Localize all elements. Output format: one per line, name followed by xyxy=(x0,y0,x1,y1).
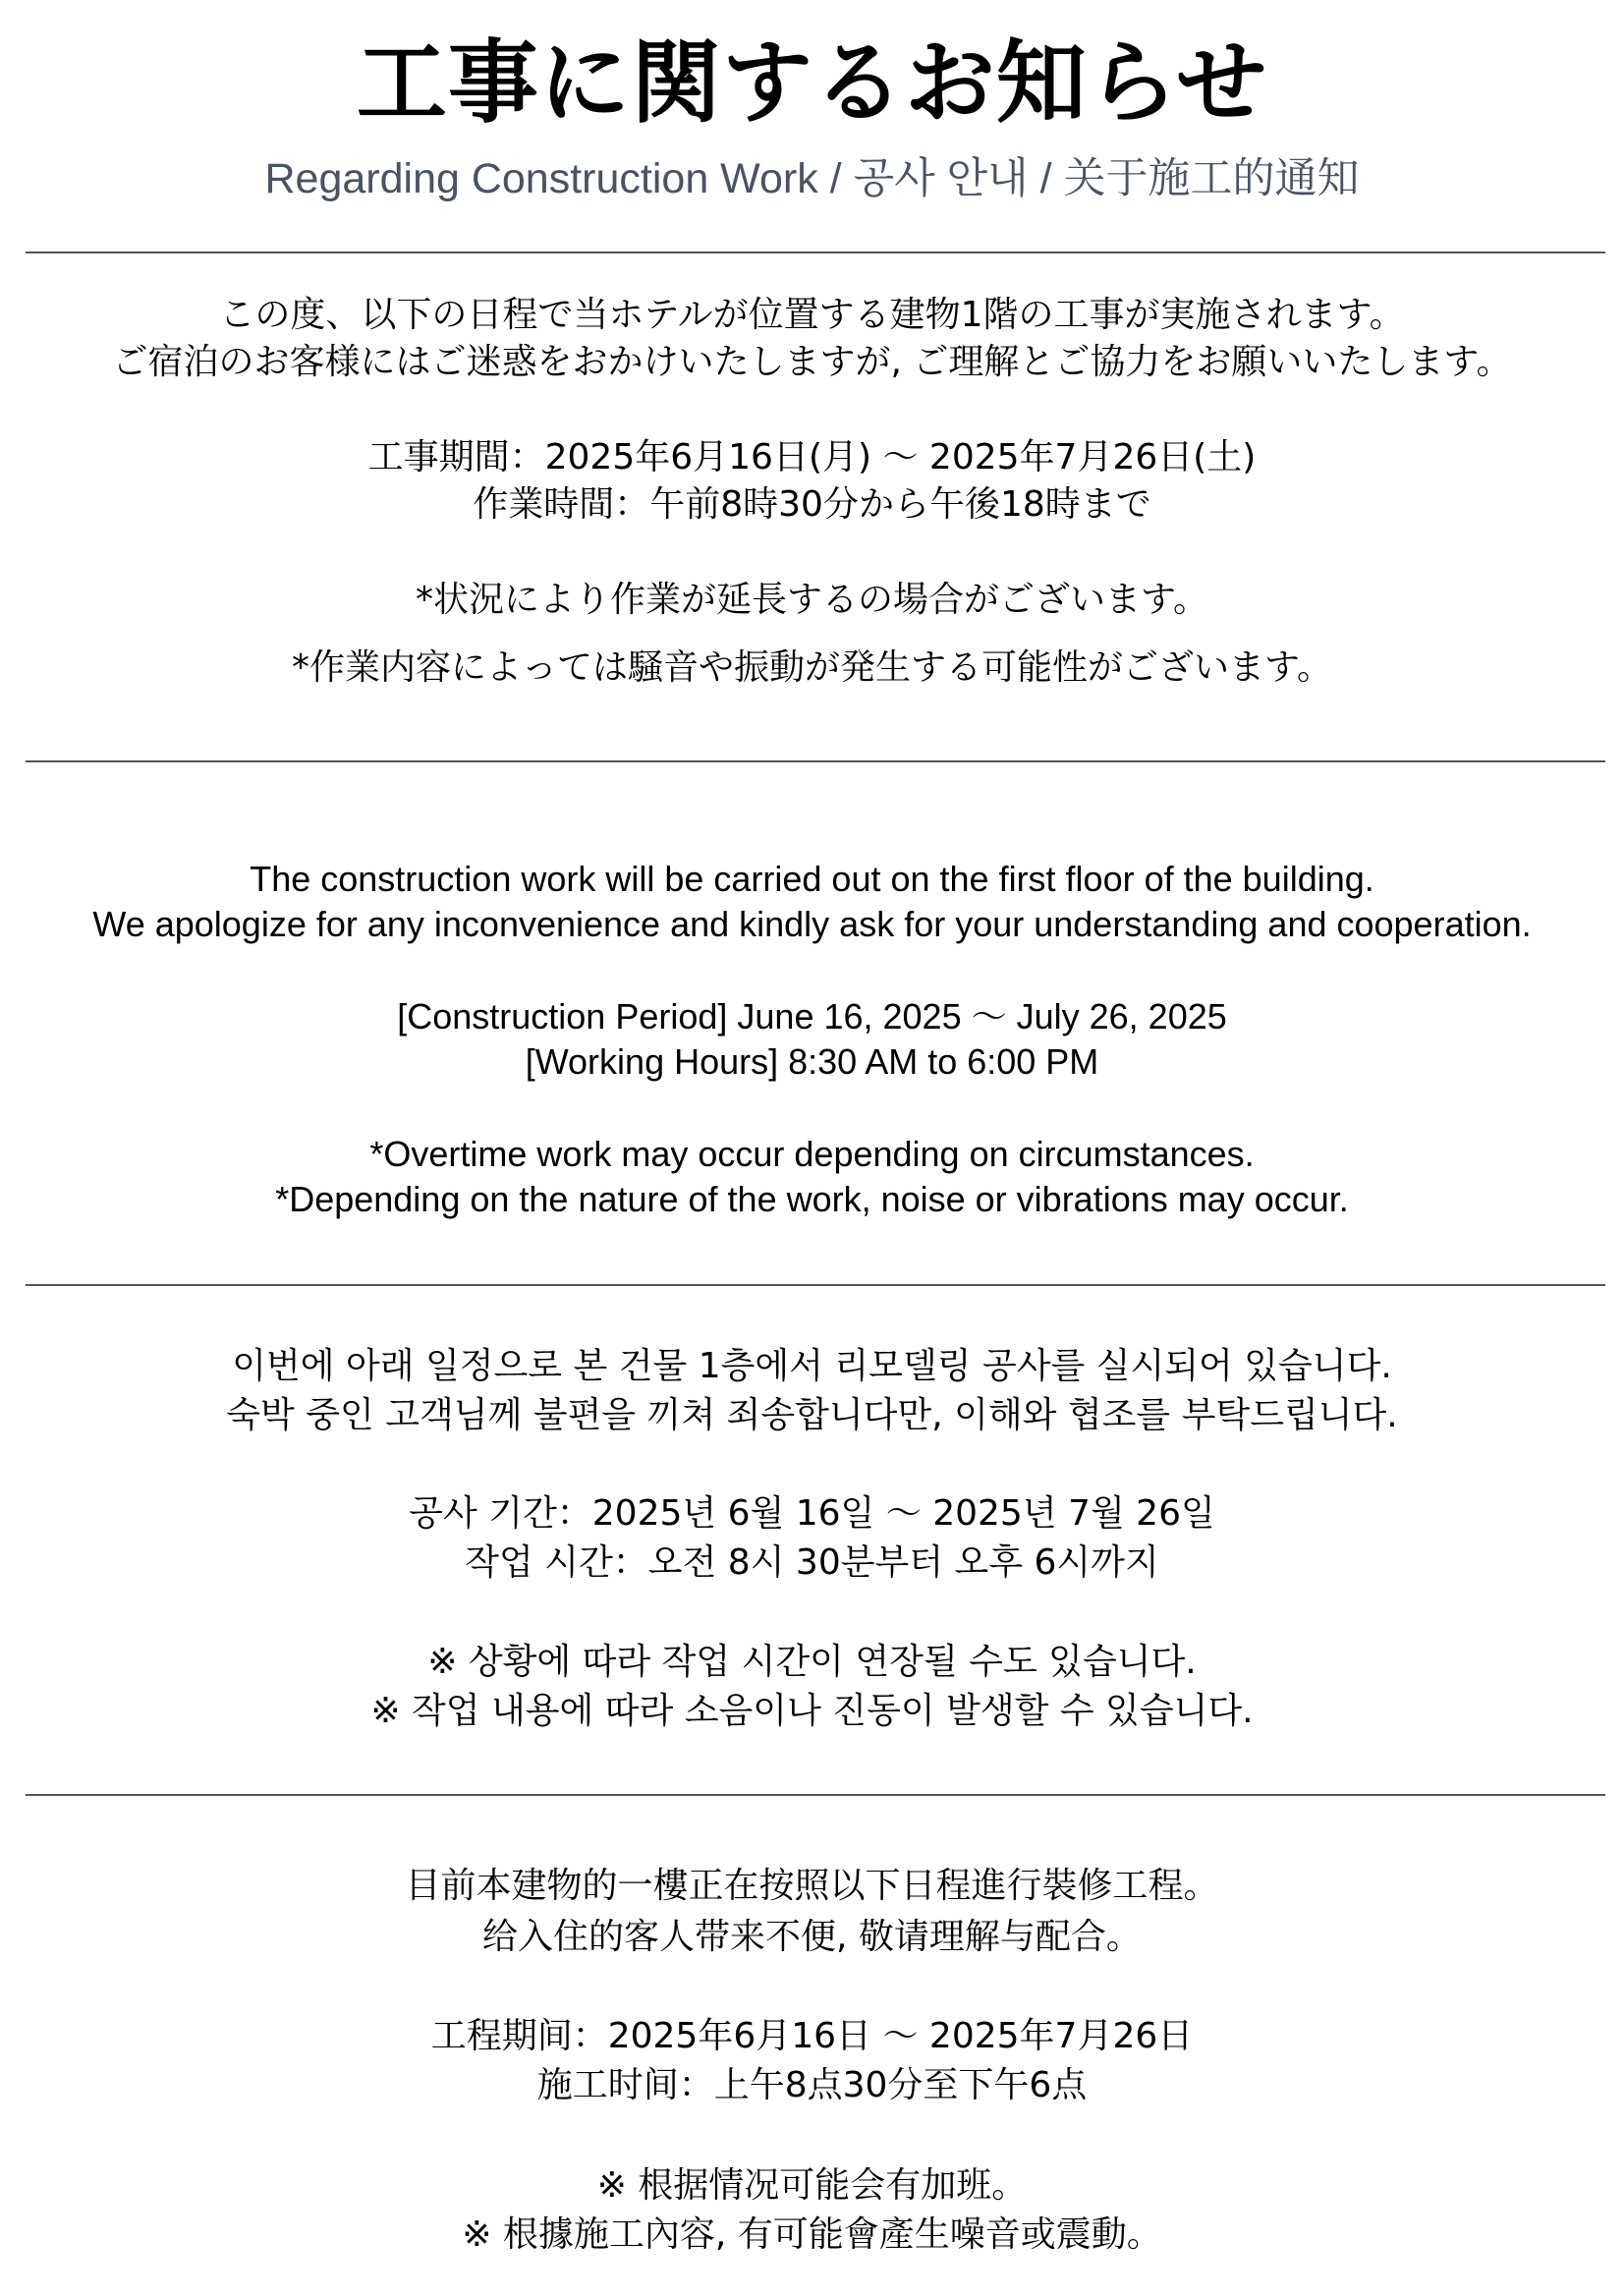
english-intro-line-1: The construction work will be carried out on the first floor of the building. xyxy=(250,859,1374,899)
chinese-intro-line-1: 目前本建物的一樓正在按照以下日程進行裝修工程。 xyxy=(405,1866,1219,1906)
japanese-note-2: *作業内容によっては騒音や振動が発生する可能性がございます。 xyxy=(291,647,1333,688)
notice-subtitle: Regarding Construction Work / 공사 안내 / 关于施工的通知 xyxy=(264,155,1360,202)
chinese-intro-line-2: 给入住的客人带来不便, 敬请理解与配合。 xyxy=(482,1917,1142,1957)
divider xyxy=(26,1794,1605,1796)
korean-intro-line-2: 숙박 중인 고객님께 불편을 끼쳐 죄송합니다만, 이해와 협조를 부탁드립니다. xyxy=(226,1395,1398,1435)
notice-title: 工事に関するお知らせ xyxy=(356,30,1268,136)
english-hours: [Working Hours] 8:30 AM to 6:00 PM xyxy=(525,1041,1099,1082)
chinese-hours: 施工时间：上午8点30分至下午6点 xyxy=(536,2065,1088,2105)
english-note-1: *Overtime work may occur depending on circumstances. xyxy=(369,1134,1255,1174)
korean-intro-line-1: 이번에 아래 일정으로 본 건물 1층에서 리모델링 공사를 실시되어 있습니다. xyxy=(232,1346,1392,1386)
japanese-note-1: *状況により作業が延長するの場合がございます。 xyxy=(415,580,1209,620)
english-note-2: *Depending on the nature of the work, noise or vibrations may occur. xyxy=(275,1179,1349,1219)
japanese-period: 工事期間：2025年6月16日(月) 〜 2025年7月26日(土) xyxy=(367,437,1257,477)
english-intro-line-2: We apologize for any inconvenience and kindly ask for your understanding and cooperation. xyxy=(92,904,1532,944)
korean-hours: 작업 시간：오전 8시 30분부터 오후 6시까지 xyxy=(465,1542,1159,1583)
korean-note-2: ※ 작업 내용에 따라 소음이나 진동이 발생할 수 있습니다. xyxy=(370,1691,1254,1731)
english-period: [Construction Period] June 16, 2025 〜 July 26, 2025 xyxy=(397,996,1227,1036)
japanese-hours: 作業時間：午前8時30分から午後18時まで xyxy=(473,484,1151,525)
chinese-note-2: ※ 根據施工內容, 有可能會產生噪音或震動。 xyxy=(462,2214,1162,2255)
divider xyxy=(26,760,1605,762)
japanese-intro-line-1: この度、以下の日程で当ホテルが位置する建物1階の工事が実施されます。 xyxy=(219,295,1405,335)
korean-note-1: ※ 상황에 따라 작업 시간이 연장될 수도 있습니다. xyxy=(427,1642,1197,1682)
korean-period: 공사 기간：2025년 6월 16일 〜 2025년 7월 26일 xyxy=(409,1493,1215,1534)
japanese-intro-line-2: ご宿泊のお客様にはご迷惑をおかけいたしますが, ご理解とご協力をお願いいたします。 xyxy=(112,342,1512,382)
chinese-note-1: ※ 根据情况可能会有加班。 xyxy=(596,2165,1028,2206)
divider xyxy=(26,252,1605,253)
divider xyxy=(26,1284,1605,1286)
chinese-period: 工程期间：2025年6月16日 〜 2025年7月26日 xyxy=(430,2016,1194,2056)
